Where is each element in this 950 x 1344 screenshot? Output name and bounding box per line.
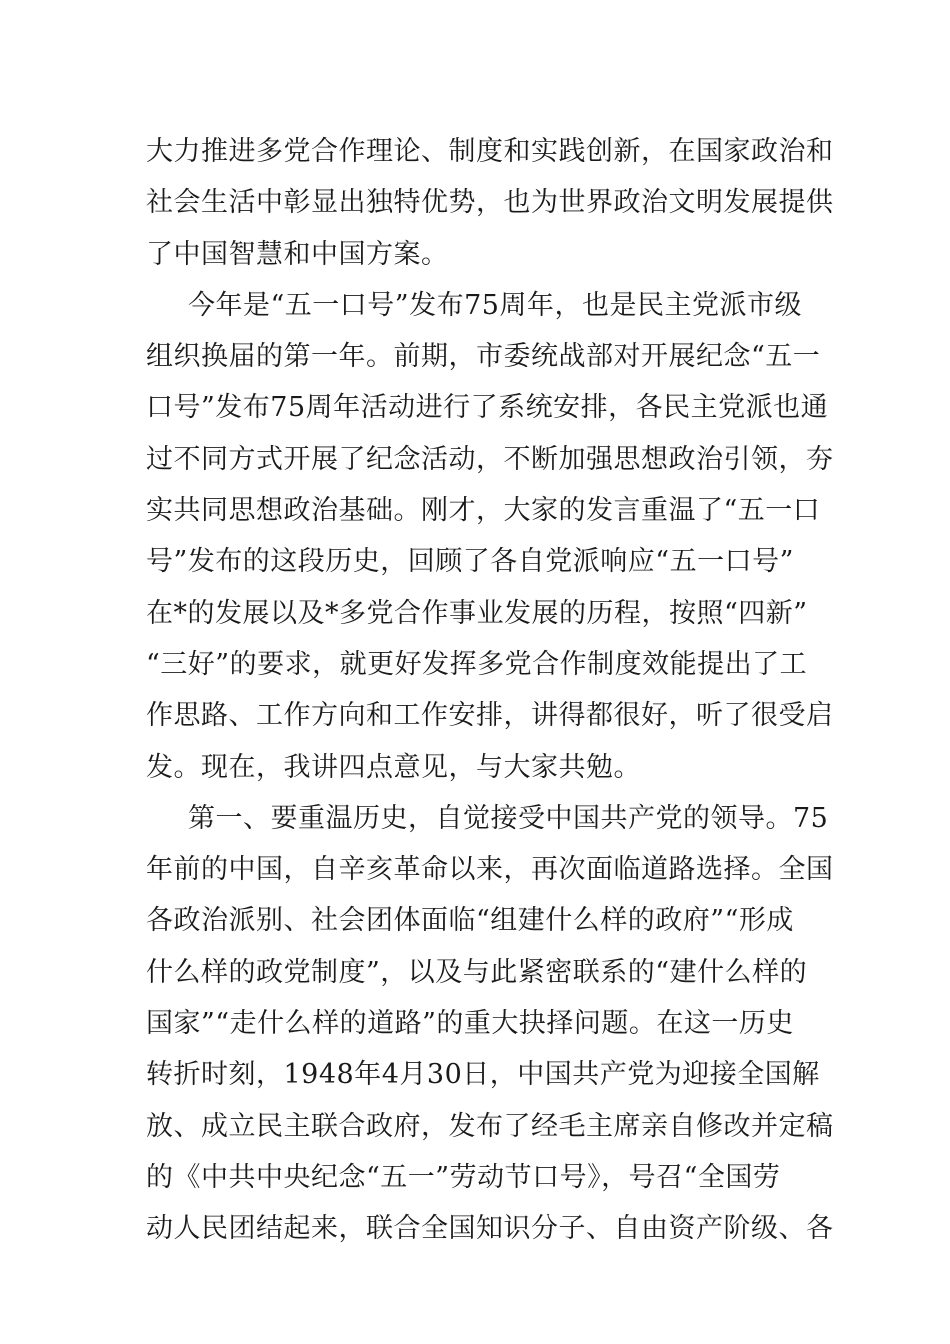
text-line: 的《中共中央纪念“五一”劳动节口号》，号召“全国劳 [146,1161,781,1193]
text-line: 转折时刻，1948年4月30日，中国共产党为迎接全国解 [146,1059,820,1091]
text-line: 国家”“走什么样的道路”的重大抉择问题。在这一历史 [146,1008,794,1040]
text-line: 实共同思想政治基础。刚才，大家的发言重温了“五一口 [146,495,821,527]
document-body [146,126,834,1255]
text-line: 口号”发布75周年活动进行了系统安排，各民主党派也通 [146,392,829,424]
text-line: 号”发布的这段历史，回顾了各自党派响应“五一口号” [146,546,794,578]
text-line: 发。现在，我讲四点意见，与大家共勉。 [146,751,641,783]
text-line: 大力推进多党合作理论、制度和实践创新，在国家政治和 [146,136,834,167]
text-line: 在*的发展以及*多党合作事业发展的历程，按照“四新” [146,597,808,629]
text-line: 动人民团结起来，联合全国知识分子、自由资产阶级、各 [146,1213,834,1245]
text-line: “三好”的要求，就更好发挥多党合作制度效能提出了工 [146,648,808,680]
text-line: 什么样的政党制度”，以及与此紧密联系的“建什么样的 [146,956,808,988]
text-line: 各政治派别、社会团体面临“组建什么样的政府”“形成 [146,905,794,937]
text-line: 组织换届的第一年。前期，市委统战部对开展纪念“五一 [146,341,821,373]
text-line: 年前的中国，自辛亥革命以来，再次面临道路选择。全国 [146,854,834,886]
text-line: 社会生活中彰显出独特优势，也为世界政治文明发展提供 [146,187,834,219]
text-line: 作思路、工作方向和工作安排，讲得都很好，听了很受启 [146,700,834,732]
paragraph-first-line: 今年是“五一口号”发布75周年，也是民主党派市级 [188,289,802,321]
text-line: 了中国智慧和中国方案。 [146,238,449,270]
paragraph-first-line: 第一、要重温历史，自觉接受中国共产党的领导。75 [188,802,829,834]
text-line: 过不同方式开展了纪念活动，不断加强思想政治引领，夯 [146,443,834,475]
text-line: 放、成立民主联合政府，发布了经毛主席亲自修改并定稿 [146,1110,834,1142]
